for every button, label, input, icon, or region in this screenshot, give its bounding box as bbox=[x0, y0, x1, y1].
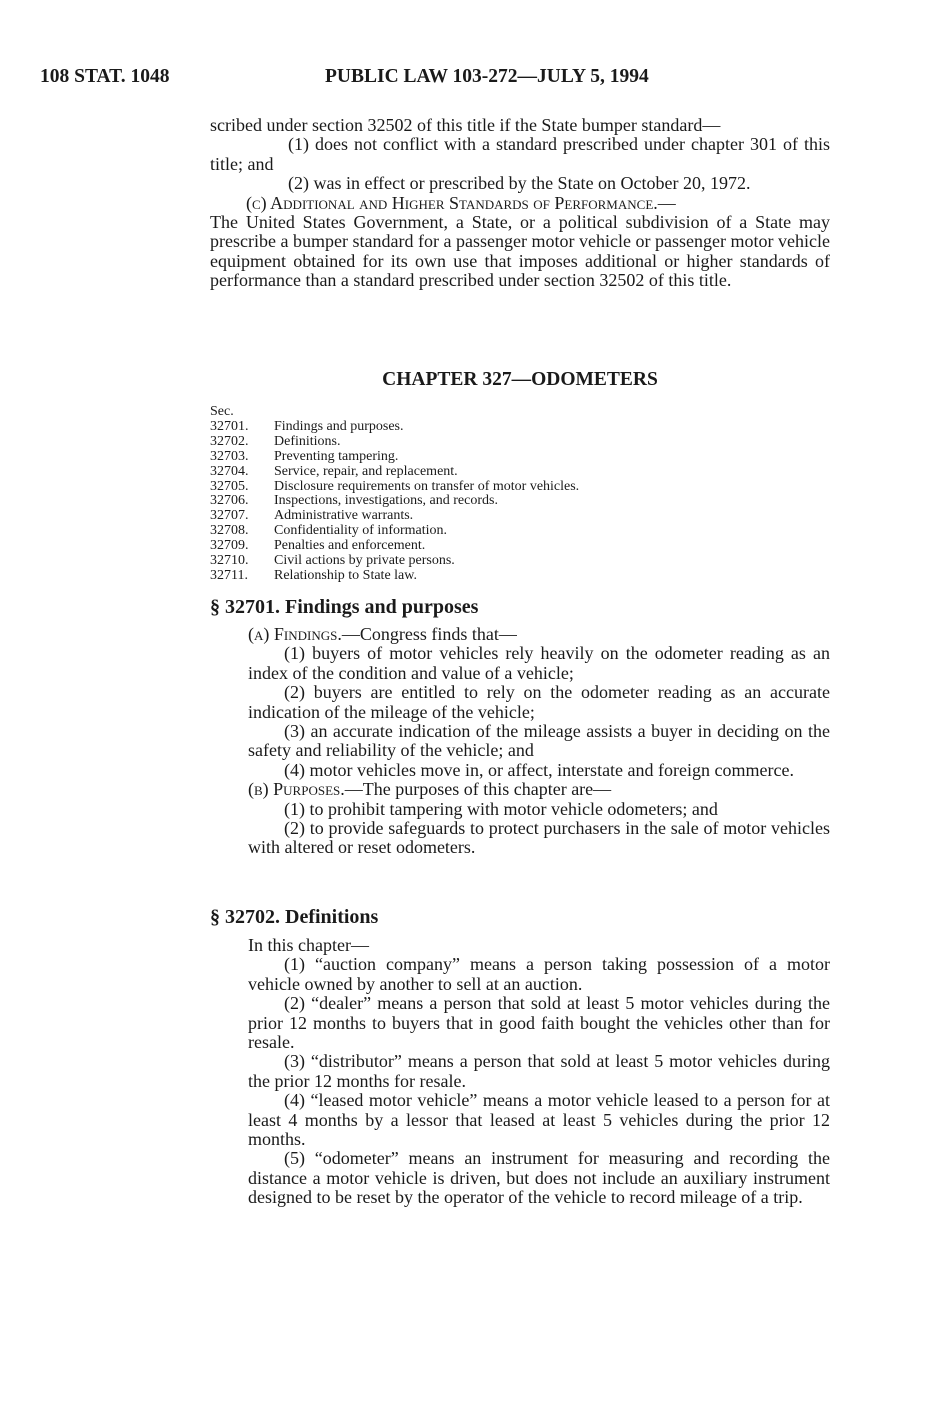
subsection-c-label: (c) Additional and Higher Standards of Performance.— bbox=[246, 192, 676, 213]
toc-title: Findings and purposes. bbox=[274, 418, 404, 434]
toc-title: Inspections, investigations, and records. bbox=[274, 493, 498, 509]
toc-row bbox=[210, 480, 830, 495]
toc-row bbox=[210, 554, 830, 569]
definition-item: (5) “odometer” means an instrument for measuring and recording the distance a motor vehicle is driven, but does not include an auxiliary instrument designed to be reset by the operator of the vehicle to record mileage of a trip. bbox=[248, 1148, 830, 1208]
toc-number: 32707. bbox=[210, 508, 249, 524]
subsection-c-text: The United States Government, a State, or a political subdivision of a State may prescribe a bumper standard for a passenger motor vehicle or passenger motor vehicle equipment obtained for its own use that imposes additional or higher standards of performance than a standard prescribed under section 32502 of this title. bbox=[210, 212, 830, 291]
definition-item: (4) “leased motor vehicle” means a motor vehicle leased to a person for at least 4 months by a lessor that leased at least 5 vehicles during the prior 12 months. bbox=[248, 1090, 830, 1150]
list-item: (4) motor vehicles move in, or affect, interstate and foreign commerce. bbox=[284, 759, 794, 780]
list-item: (1) does not conflict with a standard prescribed under chapter 301 of this title; and bbox=[210, 134, 830, 174]
toc-title: Administrative warrants. bbox=[274, 508, 414, 524]
toc-title: Civil actions by private persons. bbox=[274, 553, 455, 569]
toc-row bbox=[210, 494, 830, 509]
page-stat-reference: 108 STAT. 1048 bbox=[40, 66, 170, 87]
subsection-c bbox=[210, 194, 830, 213]
section-32701-heading-wrap bbox=[210, 596, 830, 619]
toc-number: 32710. bbox=[210, 553, 249, 569]
continuation-text: scribed under section 32502 of this title if the State bumper standard— bbox=[210, 115, 721, 135]
toc-row bbox=[210, 435, 830, 450]
list-item: (2) was in effect or prescribed by the State on October 20, 1972. bbox=[288, 173, 751, 194]
toc-number: 32704. bbox=[210, 463, 249, 479]
toc-row bbox=[210, 524, 830, 539]
table-of-contents bbox=[210, 405, 830, 584]
law-reference: PUBLIC LAW 103-272—JULY 5, 1994 bbox=[325, 66, 649, 87]
toc-number: 32711. bbox=[210, 567, 248, 583]
list-item: (3) an accurate indication of the mileage assists a buyer in deciding on the safety and reliability of the vehicle; and bbox=[248, 721, 830, 761]
section-32702-heading-wrap bbox=[210, 906, 830, 929]
list-item: (1) to prohibit tampering with motor vehicle odometers; and bbox=[284, 798, 718, 819]
section-32701-body bbox=[248, 625, 830, 858]
subsection-b-lead: The purposes of this chapter are— bbox=[362, 779, 612, 800]
subsection-b-label: (b) Purposes.— bbox=[248, 779, 363, 800]
toc-title: Penalties and enforcement. bbox=[274, 538, 426, 554]
chapter-title: CHAPTER 327—ODOMETERS bbox=[382, 369, 658, 390]
section-heading: § 32702. Definitions bbox=[210, 906, 379, 928]
toc-row bbox=[210, 539, 830, 554]
toc-title: Preventing tampering. bbox=[274, 448, 399, 464]
toc-number: 32701. bbox=[210, 418, 249, 434]
toc-number: 32709. bbox=[210, 538, 249, 554]
toc-number: 32703. bbox=[210, 448, 249, 464]
toc-row bbox=[210, 450, 830, 465]
subsection-a-lead: Congress finds that— bbox=[359, 624, 517, 644]
list-item: (1) buyers of motor vehicles rely heavily on the odometer reading as an index of the condition and value of a vehicle; bbox=[248, 643, 830, 683]
definition-item: (1) “auction company” means a person taking possession of a motor vehicle owned by another to sell at an auction. bbox=[248, 954, 830, 994]
toc-title: Service, repair, and replacement. bbox=[274, 463, 458, 479]
toc-title: Definitions. bbox=[274, 433, 341, 449]
subsection-a-label: (a) Findings.— bbox=[248, 624, 360, 644]
toc-number: 32705. bbox=[210, 478, 249, 494]
subsection-a bbox=[248, 625, 830, 644]
sec-label: Sec. bbox=[210, 404, 234, 419]
section-heading: § 32701. Findings and purposes bbox=[210, 596, 479, 618]
toc-row bbox=[210, 465, 830, 480]
definition-item: (3) “distributor” means a person that sold at least 5 motor vehicles during the prior 12 months for resale. bbox=[248, 1051, 830, 1091]
toc-title: Relationship to State law. bbox=[274, 567, 417, 583]
subsection-b bbox=[248, 780, 830, 799]
toc-title: Confidentiality of information. bbox=[274, 523, 448, 539]
toc-number: 32708. bbox=[210, 523, 249, 539]
toc-number: 32702. bbox=[210, 433, 249, 449]
continuation-block bbox=[210, 116, 830, 291]
section-32702-body bbox=[248, 936, 830, 1208]
toc-row bbox=[210, 509, 830, 524]
list-item: (2) to provide safeguards to protect purchasers in the sale of motor vehicles with altered or reset odometers. bbox=[248, 818, 830, 858]
toc-row bbox=[210, 569, 830, 584]
toc-sec-label bbox=[210, 405, 830, 420]
definition-item: (2) “dealer” means a person that sold at least 5 motor vehicles during the prior 12 months to buyers that in good faith bought the vehicles other than for resale. bbox=[248, 993, 830, 1053]
definitions-lead: In this chapter— bbox=[248, 935, 369, 955]
toc-number: 32706. bbox=[210, 493, 249, 509]
list-item: (2) buyers are entitled to rely on the odometer reading as an accurate indication of the mileage of the vehicle; bbox=[248, 682, 830, 722]
toc-row bbox=[210, 420, 830, 435]
toc-title: Disclosure requirements on transfer of motor vehicles. bbox=[274, 478, 580, 494]
